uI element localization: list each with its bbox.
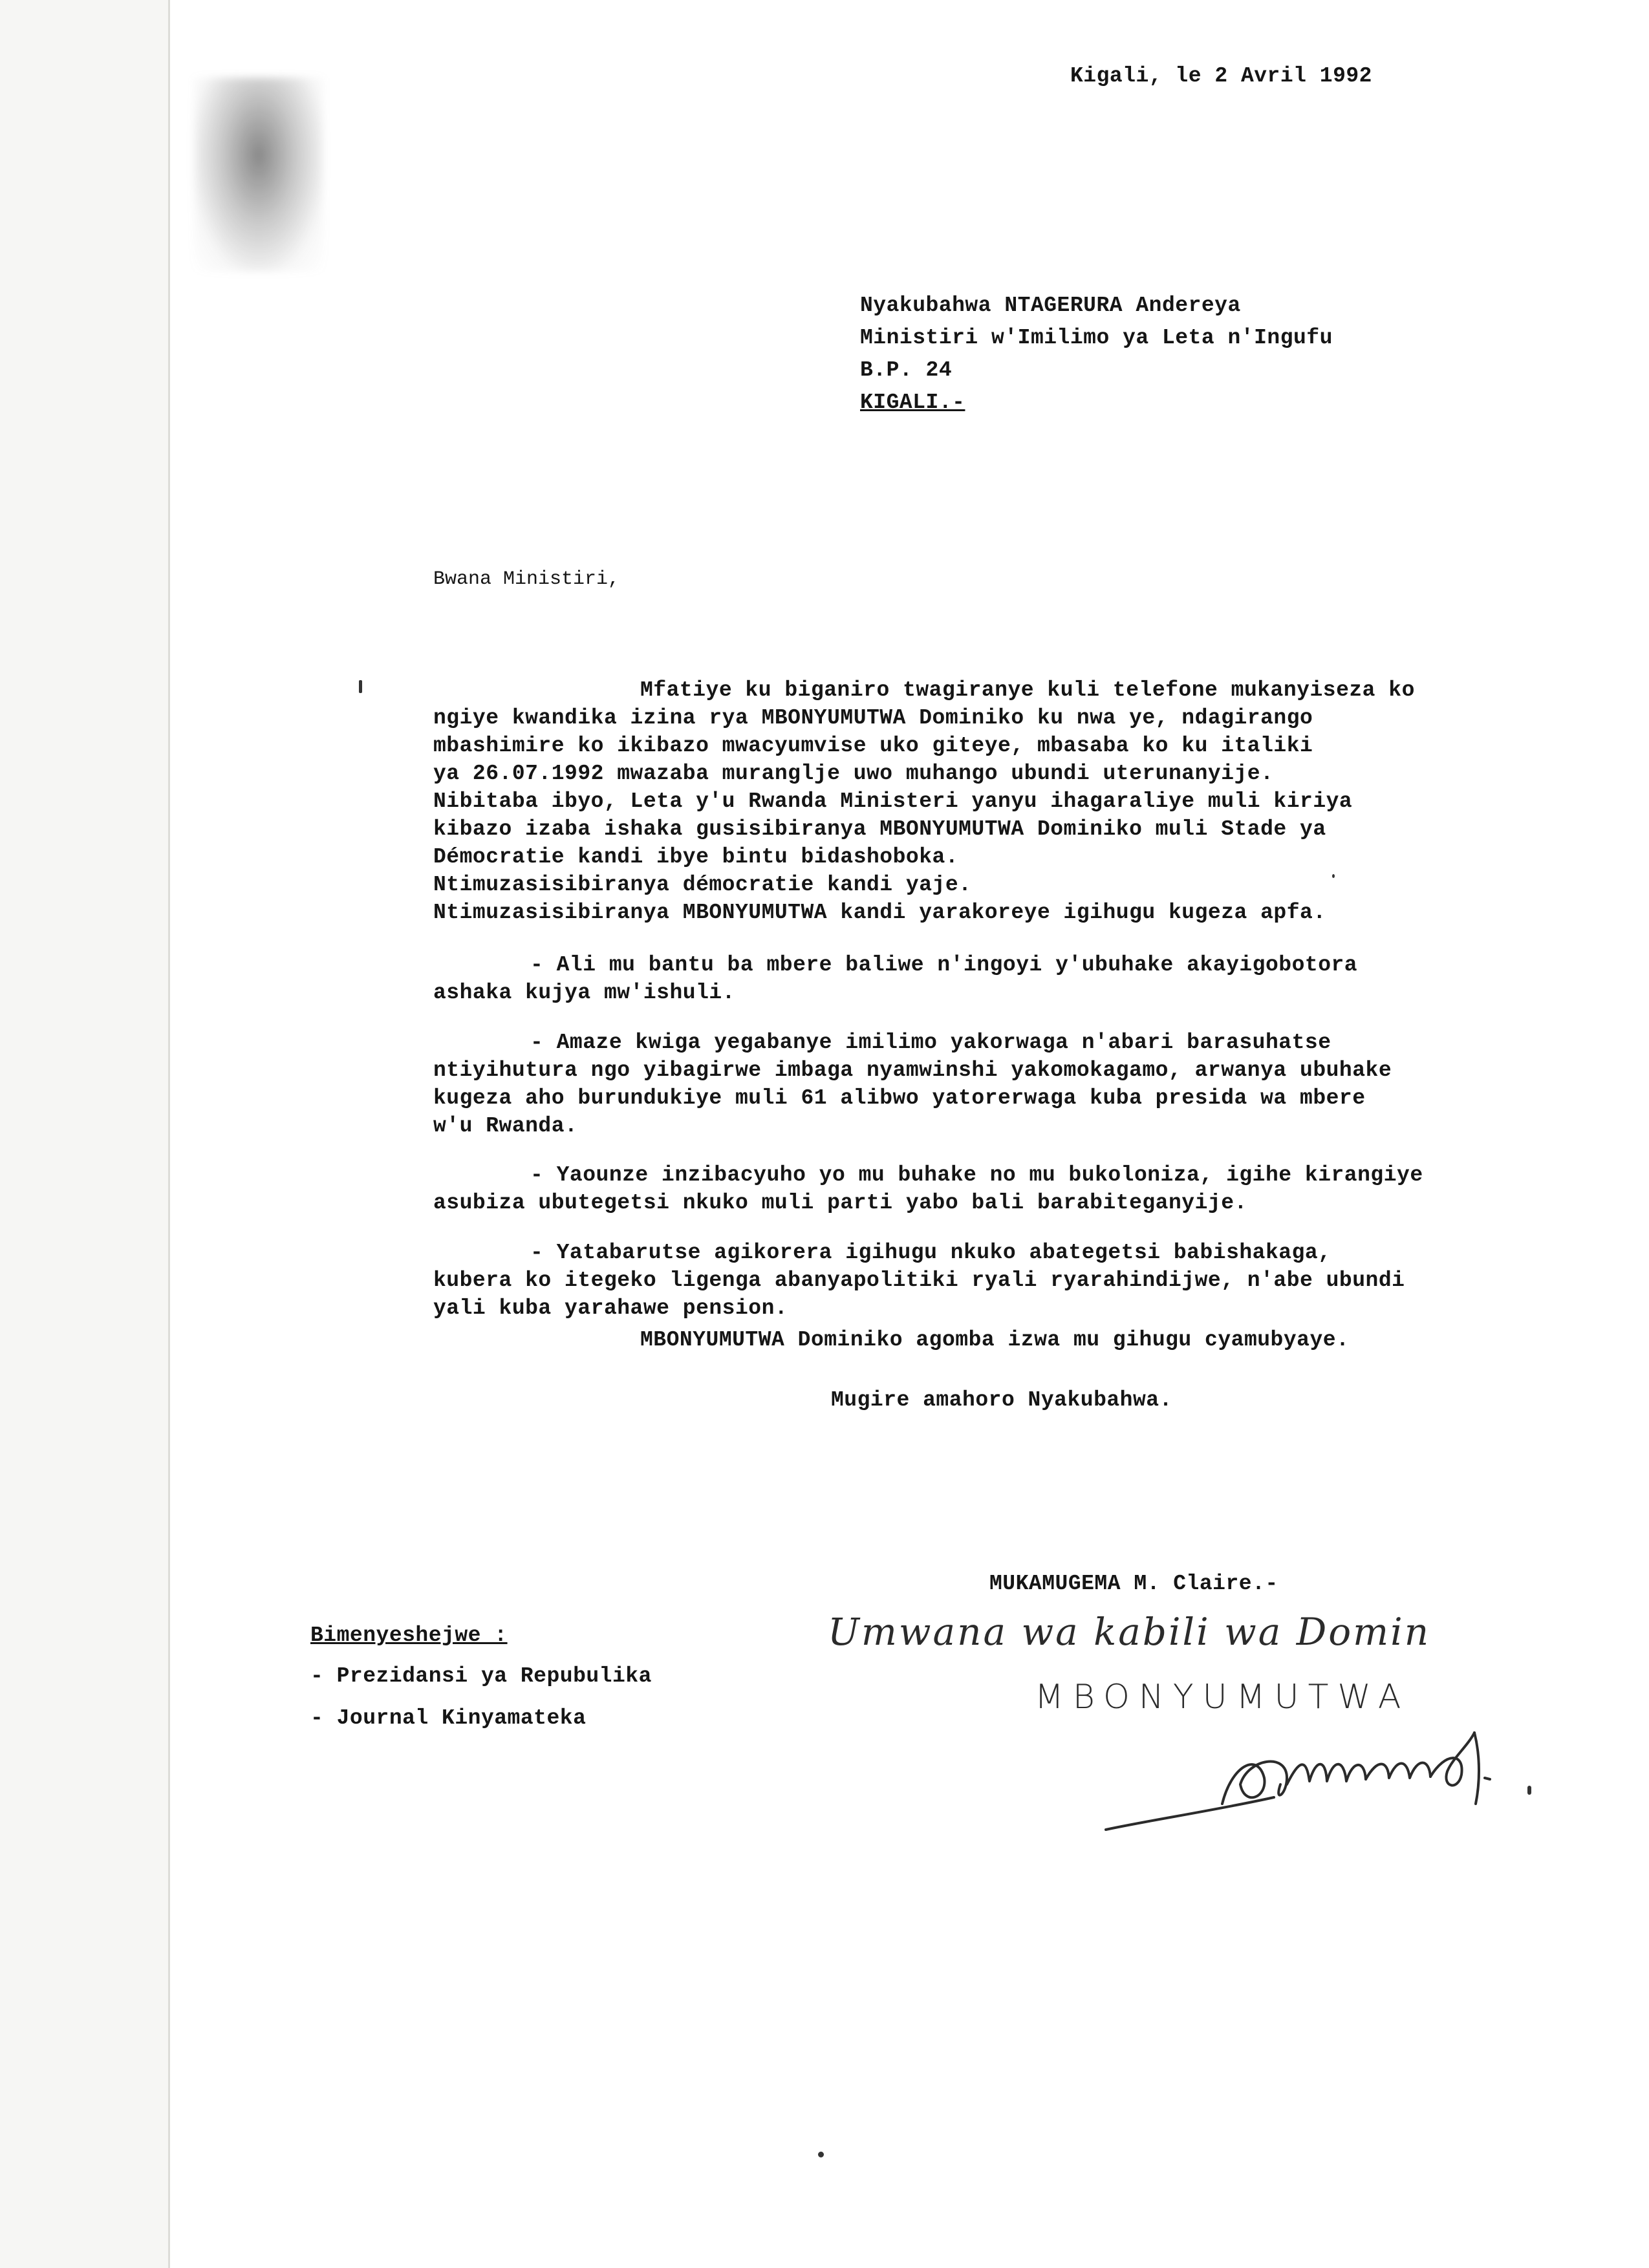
ink-smudge <box>194 78 323 272</box>
sender-name: MUKAMUGEMA M. Claire.- <box>989 1572 1278 1596</box>
recipient-po-box: B.P. 24 <box>860 358 953 382</box>
point-line: - Yaounze inzibacyuho yo mu buhake no mu bukoloniza, igihe kirangiye <box>530 1163 1423 1187</box>
recipient-title: Ministiri w'Imilimo ya Leta n'Ingufu <box>860 326 1333 350</box>
copies-heading: Bimenyeshejwe : <box>310 1623 508 1647</box>
body-line: ngiye kwandika izina rya MBONYUMUTWA Dominiko ku nwa ye, ndagirango <box>433 706 1313 730</box>
point-line: w'u Rwanda. <box>433 1114 578 1138</box>
salutation: Bwana Ministiri, <box>433 568 620 590</box>
date-line: Kigali, le 2 Avril 1992 <box>1070 64 1372 88</box>
signature <box>1093 1707 1584 1856</box>
body-line: Démocratie kandi ibye bintu bidashoboka. <box>433 845 959 869</box>
body-line: Ntimuzasisibiranya MBONYUMUTWA kandi yarakoreye igihugu kugeza apfa. <box>433 901 1326 925</box>
ink-speck <box>1332 874 1335 878</box>
recipient-city: KIGALI.- <box>860 390 965 414</box>
courtesy-line: Mugire amahoro Nyakubahwa. <box>831 1388 1172 1412</box>
point-line: kubera ko itegeko ligenga abanyapolitiki ryali ryarahindijwe, n'abe ubundi <box>433 1268 1405 1292</box>
ink-speck <box>1527 1786 1531 1795</box>
body-line: kibazo izaba ishaka gusisibiranya MBONYUMUTWA Dominiko muli Stade ya <box>433 817 1326 841</box>
point-line: ashaka kujya mw'ishuli. <box>433 981 735 1005</box>
closing-line: MBONYUMUTWA Dominiko agomba izwa mu gihugu cyamubyaye. <box>640 1328 1350 1352</box>
body-line: mbashimire ko ikibazo mwacyumvise uko giteye, mbasaba ko ku italiki <box>433 734 1313 758</box>
body-line: Mfatiye ku biganiro twagiranye kuli telefone mukanyiseza ko <box>640 678 1415 702</box>
body-line: Nibitaba ibyo, Leta y'u Rwanda Ministeri yanyu ihagaraliye muli kiriya <box>433 789 1353 813</box>
handwritten-name: MBONYUMUTWA <box>1035 1678 1410 1717</box>
body-line: ya 26.07.1992 mwazaba muranglje uwo muhango ubundi uterunanyije. <box>433 762 1274 786</box>
point-line: ntiyihutura ngo yibagirwe imbaga nyamwinshi yakomokagamo, arwanya ubuhake <box>433 1058 1392 1082</box>
scan-edge-line <box>168 0 170 2268</box>
point-line: - Ali mu bantu ba mbere baliwe n'ingoyi y'ubuhake akayigobotora <box>530 953 1358 977</box>
handwritten-note: Umwana wa kabili wa Domin <box>828 1610 1431 1654</box>
copy-recipient: - Prezidansi ya Repubulika <box>310 1664 652 1688</box>
copy-recipient: - Journal Kinyamateka <box>310 1706 587 1730</box>
point-line: - Yatabarutse agikorera igihugu nkuko abategetsi babishakaga, <box>530 1241 1331 1265</box>
scan-margin <box>0 0 169 2268</box>
ink-speck <box>359 680 362 693</box>
ink-speck <box>818 2152 824 2157</box>
body-line: Ntimuzasisibiranya démocratie kandi yaje. <box>433 873 972 897</box>
point-line: yali kuba yarahawe pension. <box>433 1296 788 1320</box>
recipient-name: Nyakubahwa NTAGERURA Andereya <box>860 294 1241 317</box>
point-line: kugeza aho burundukiye muli 61 alibwo yatorerwaga kuba presida wa mbere <box>433 1086 1366 1110</box>
point-line: - Amaze kwiga yegabanye imilimo yakorwaga n'abari barasuhatse <box>530 1031 1331 1054</box>
point-line: asubiza ubutegetsi nkuko muli parti yabo bali barabiteganyije. <box>433 1191 1247 1215</box>
